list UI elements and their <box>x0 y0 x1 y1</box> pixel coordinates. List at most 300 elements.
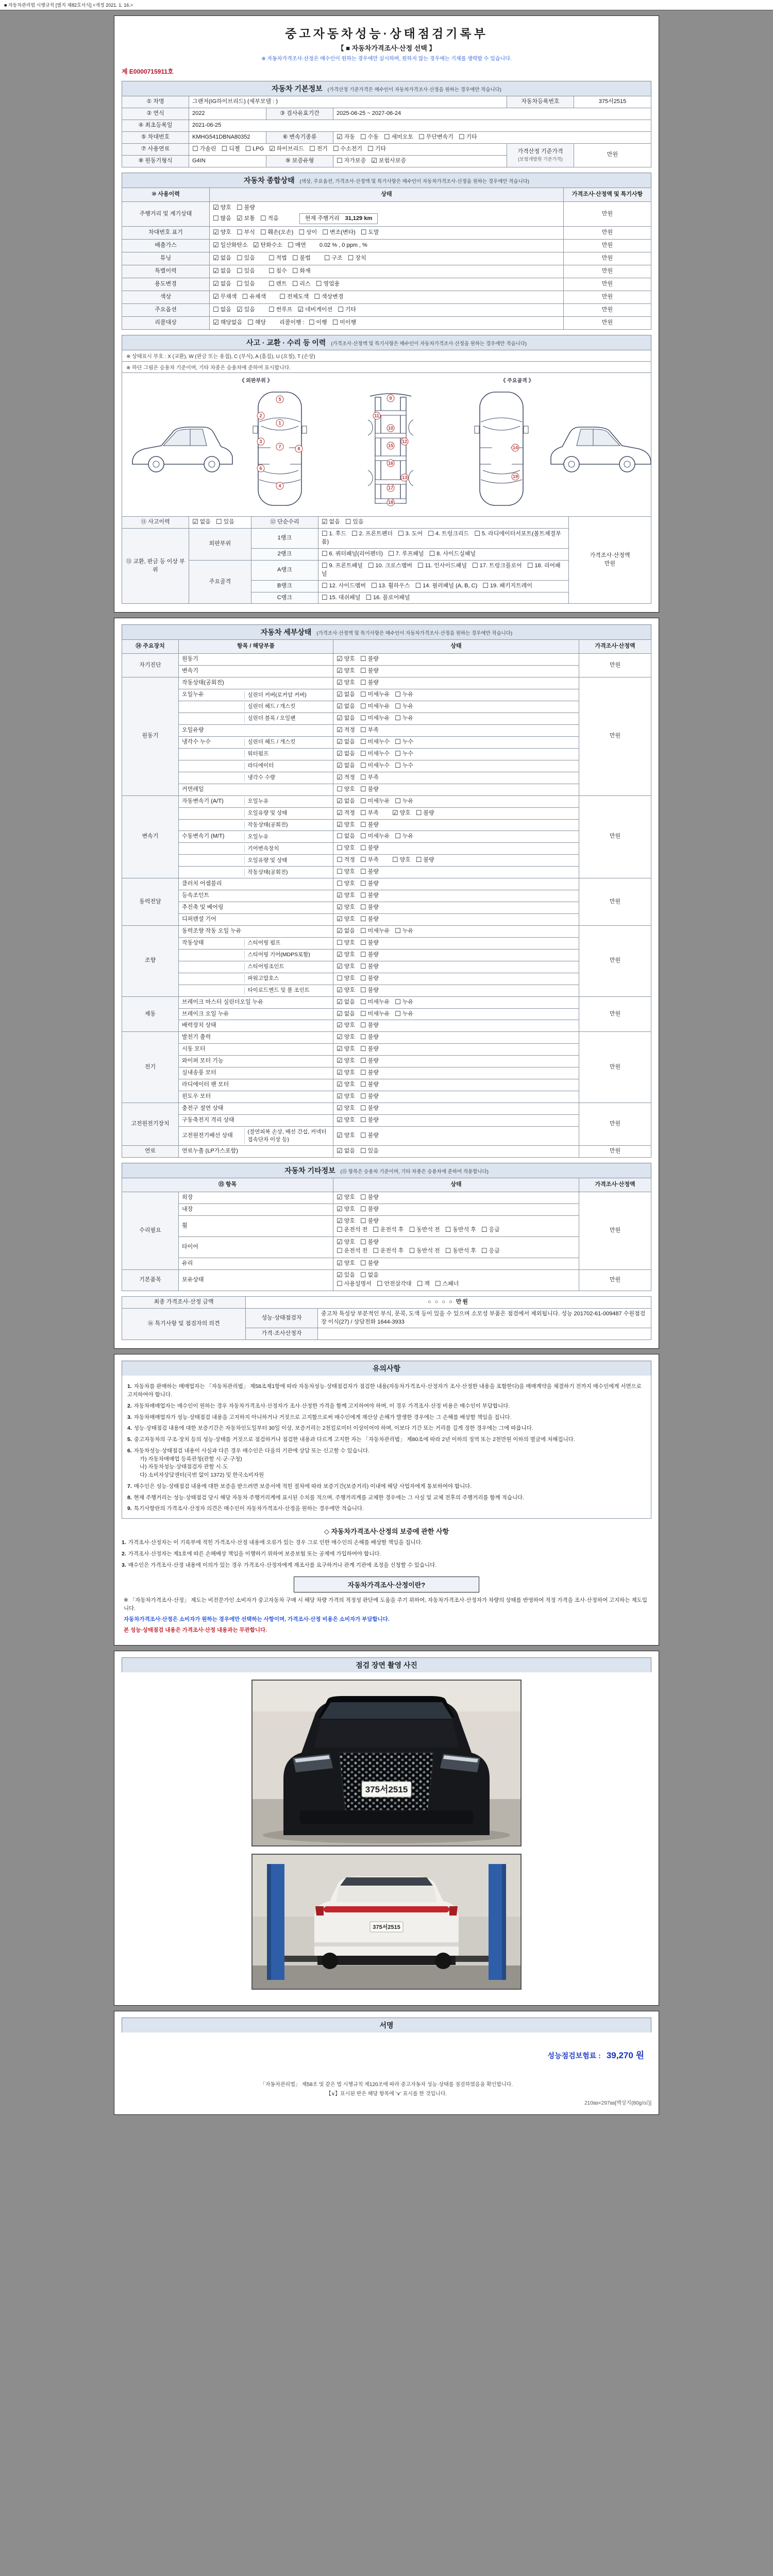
checkbox-empty[interactable]: ☐ <box>360 832 366 840</box>
checkbox-checked[interactable]: ☑ <box>337 1033 343 1041</box>
checkbox-checked[interactable]: ☑ <box>337 1131 343 1140</box>
checkbox-label: 6. 쿼터패널(리어펜더) <box>329 550 383 557</box>
checkbox-empty[interactable]: ☐ <box>415 808 422 817</box>
device-price: 만원 <box>579 654 651 677</box>
notice-sub-item: 나) 자동차성능·상태점검자 관할 시·도 <box>140 1464 228 1470</box>
checkbox-empty[interactable]: ☐ <box>337 938 343 946</box>
checkbox-empty[interactable]: ☐ <box>395 997 401 1006</box>
checkbox-empty[interactable]: ☐ <box>321 593 328 601</box>
checkbox-empty[interactable]: ☐ <box>360 690 366 699</box>
device-item: 실린더 헤드 / 개스킷 <box>179 701 333 713</box>
checkbox-empty[interactable]: ☐ <box>215 517 222 526</box>
checkbox-empty[interactable]: ☐ <box>481 1246 488 1255</box>
checkbox-empty[interactable]: ☐ <box>360 915 366 923</box>
photo-front-image <box>253 1681 520 1845</box>
checkbox-empty[interactable]: ☐ <box>337 844 343 852</box>
svg-text:8: 8 <box>297 446 300 451</box>
checkbox-empty[interactable]: ☐ <box>360 820 366 828</box>
device-state <box>333 985 579 996</box>
checkbox-checked[interactable]: ☑ <box>337 749 343 757</box>
checkbox-empty[interactable]: ☐ <box>398 529 404 537</box>
checkbox-empty[interactable]: ☐ <box>527 561 533 569</box>
checkbox-empty[interactable]: ☐ <box>292 254 298 262</box>
checkbox-empty[interactable]: ☐ <box>388 549 394 557</box>
checkbox-empty[interactable]: ☐ <box>472 561 478 569</box>
checkbox-checked[interactable]: ☑ <box>337 1092 343 1100</box>
checkbox-empty[interactable]: ☐ <box>236 254 243 262</box>
checkbox-empty[interactable]: ☐ <box>236 203 243 211</box>
checkbox-checked[interactable]: ☑ <box>337 1057 343 1065</box>
checkbox-empty[interactable]: ☐ <box>287 241 294 249</box>
checkbox-checked[interactable]: ☑ <box>213 254 219 262</box>
checkbox-empty[interactable]: ☐ <box>482 581 489 589</box>
checkbox-empty[interactable]: ☐ <box>360 926 366 935</box>
usage-item: 배출가스 <box>122 240 210 252</box>
checkbox-empty[interactable]: ☐ <box>360 844 366 852</box>
device-item: 오일유량 및 상태 <box>179 855 333 867</box>
checkbox-empty[interactable]: ☐ <box>309 144 315 152</box>
device-price: 만원 <box>579 925 651 996</box>
checkbox-empty[interactable]: ☐ <box>315 280 322 288</box>
checkbox-label: 적음 <box>267 215 279 222</box>
checkbox-checked[interactable]: ☑ <box>337 1205 343 1213</box>
checkbox-label: 양호 <box>344 1239 355 1245</box>
checkbox-label: 5. 라디에이터서포트(볼트체결부품) <box>321 530 561 545</box>
checkbox-empty[interactable]: ☐ <box>360 879 366 888</box>
checkbox-label: 양호 <box>344 668 355 674</box>
checkbox-label: 누유 <box>402 703 414 710</box>
year-value: 2022 <box>189 108 266 120</box>
checkbox-checked[interactable]: ☑ <box>337 1080 343 1089</box>
checkbox-empty[interactable]: ☐ <box>360 962 366 970</box>
svg-text:375서2515: 375서2515 <box>365 1785 408 1795</box>
checkbox-empty[interactable]: ☐ <box>395 1009 401 1018</box>
checkbox-empty[interactable]: ☐ <box>360 1080 366 1089</box>
section-photos-header <box>122 1657 651 1672</box>
checkbox-empty[interactable]: ☐ <box>247 318 254 326</box>
checkbox-checked[interactable]: ☑ <box>236 306 243 314</box>
checkbox-empty[interactable]: ☐ <box>337 879 343 888</box>
checkbox-empty[interactable]: ☐ <box>321 549 328 557</box>
checkbox-label: 불량 <box>367 987 379 993</box>
checkbox-empty[interactable]: ☐ <box>360 1021 366 1029</box>
usage-state <box>210 201 564 227</box>
checkbox-checked[interactable]: ☑ <box>213 293 219 301</box>
checkbox-empty[interactable]: ☐ <box>260 214 266 222</box>
checkbox-checked[interactable]: ☑ <box>337 132 343 141</box>
other-state-col-header: 상태 <box>333 1178 579 1192</box>
checkbox-empty[interactable]: ☐ <box>337 1246 343 1255</box>
checkbox-label: 부식 <box>244 229 255 236</box>
checkbox-label: 불량 <box>367 1206 379 1213</box>
checkbox-empty[interactable]: ☐ <box>360 737 366 745</box>
checkbox-empty[interactable]: ☐ <box>347 254 354 262</box>
checkbox-checked[interactable]: ☑ <box>213 241 219 249</box>
checkbox-label: 있음 <box>367 1148 379 1155</box>
checkbox-empty[interactable]: ☐ <box>383 132 390 141</box>
checkbox-empty[interactable]: ☐ <box>337 832 343 840</box>
checkbox-checked[interactable]: ☑ <box>337 714 343 722</box>
checkbox-label: 영업용 <box>323 281 340 287</box>
checkbox-empty[interactable]: ☐ <box>365 593 372 601</box>
checkbox-empty[interactable]: ☐ <box>338 306 344 314</box>
checkbox-empty[interactable]: ☐ <box>409 1226 415 1233</box>
checkbox-checked[interactable]: ☑ <box>297 306 304 314</box>
device-item: 유리 <box>179 1258 333 1269</box>
checkbox-label: 미세누유 <box>367 1010 390 1017</box>
checkbox-label: 누유 <box>402 927 414 934</box>
section-comprehensive-note: (색상, 주요옵션, 가격조사·산정액 및 특기사항은 매수인이 자동차가격조사·산정을 원하는 경우에만 적습니다) <box>299 178 529 184</box>
checkbox-label: 누유 <box>402 1010 414 1017</box>
device-state <box>333 1204 579 1216</box>
checkbox-empty[interactable]: ☐ <box>360 132 366 141</box>
checkbox-label: 양호 <box>344 880 355 887</box>
checkbox-empty[interactable]: ☐ <box>279 293 285 301</box>
checkbox-empty[interactable]: ☐ <box>445 1226 451 1233</box>
device-group-name: 전기 <box>122 1032 179 1103</box>
checkbox-empty[interactable]: ☐ <box>360 856 366 864</box>
checkbox-empty[interactable]: ☐ <box>360 950 366 958</box>
checkbox-empty[interactable]: ☐ <box>221 144 228 152</box>
checkbox-empty[interactable]: ☐ <box>260 228 266 236</box>
section-basic-title: 자동차 기본정보 <box>272 84 323 93</box>
checkbox-empty[interactable]: ☐ <box>345 517 351 526</box>
device-row <box>122 807 651 819</box>
checkbox-empty[interactable]: ☐ <box>360 1131 366 1140</box>
checkbox-empty[interactable]: ☐ <box>445 1246 451 1255</box>
checkbox-label: 불량 <box>367 1260 379 1266</box>
section-basic-note: (가격산정 기준가격은 매수인이 자동차가격조사·산정을 원하는 경우에만 적습니다) <box>327 87 501 93</box>
checkbox-empty[interactable]: ☐ <box>360 1238 366 1246</box>
checkbox-label: 훼손(오손) <box>267 229 294 236</box>
checkbox-empty[interactable]: ☐ <box>360 1057 366 1065</box>
checkbox-empty[interactable]: ☐ <box>428 529 434 537</box>
checkbox-empty[interactable]: ☐ <box>360 1205 366 1213</box>
checkbox-checked[interactable]: ☑ <box>337 1259 343 1267</box>
checkbox-empty[interactable]: ☐ <box>321 581 328 589</box>
checkbox-empty[interactable]: ☐ <box>337 156 343 164</box>
checkbox-empty[interactable]: ☐ <box>192 144 198 152</box>
section-photos-title: 점검 장면 촬영 사진 <box>356 1661 417 1670</box>
checkbox-label: 있음 <box>244 268 255 275</box>
notice-item: 3. 자동차매매업자가 성능·상태점검 내용을 고지하지 아니하거나 거짓으로 고지함으로써 매수인에게 재산상 손해가 발생한 경우에는 그 손해를 배상할 책임을 집니다. <box>127 1414 512 1420</box>
checkbox-label: 없음 <box>220 281 231 287</box>
device-state <box>333 1020 579 1032</box>
checkbox-empty[interactable]: ☐ <box>236 280 243 288</box>
checkbox-label: 없음 <box>344 738 355 745</box>
device-row <box>122 1192 651 1204</box>
checkbox-empty[interactable]: ☐ <box>376 1279 383 1287</box>
inspector-opinion: 중고차 특성상 부분적인 부식, 문콕, 도색 등이 있을 수 있으며 소모성 부품은 점검에서 제외됩니다. 성능 201702-61-009487 수원점검장 이식(27) / 상담전화 1644-3933 <box>318 1308 651 1328</box>
checkbox-label: 부족 <box>367 727 379 733</box>
checkbox-empty[interactable]: ☐ <box>360 228 367 236</box>
checkbox-checked[interactable]: ☑ <box>337 903 343 911</box>
checkbox-checked[interactable]: ☑ <box>321 517 328 526</box>
checkbox-empty[interactable]: ☐ <box>417 561 424 569</box>
checkbox-checked[interactable]: ☑ <box>337 796 343 805</box>
checkbox-checked[interactable]: ☑ <box>337 1021 343 1029</box>
checkbox-empty[interactable]: ☐ <box>324 254 330 262</box>
checkbox-empty[interactable]: ☐ <box>418 132 425 141</box>
checkbox-empty[interactable]: ☐ <box>360 1045 366 1053</box>
checkbox-checked[interactable]: ☑ <box>213 267 219 275</box>
checkbox-label: 불량 <box>367 680 379 686</box>
checkbox-empty[interactable]: ☐ <box>268 280 275 288</box>
checkbox-empty[interactable]: ☐ <box>360 868 366 876</box>
checkbox-empty[interactable]: ☐ <box>415 581 422 589</box>
checkbox-empty[interactable]: ☐ <box>395 761 401 769</box>
device-row <box>122 1056 651 1067</box>
checkbox-checked[interactable]: ☑ <box>236 214 243 222</box>
checkbox-empty[interactable]: ☐ <box>392 856 398 864</box>
checkbox-empty[interactable]: ☐ <box>360 997 366 1006</box>
device-item: 휠 <box>179 1216 333 1237</box>
checkbox-empty[interactable]: ☐ <box>434 1279 441 1287</box>
checkbox-empty[interactable]: ☐ <box>395 796 401 805</box>
checkbox-empty[interactable]: ☐ <box>360 1009 366 1018</box>
checkbox-label: 동반석 전 <box>416 1247 440 1254</box>
checkbox-empty[interactable]: ☐ <box>337 1226 343 1233</box>
checkbox-empty[interactable]: ☐ <box>351 529 358 537</box>
checkbox-checked[interactable]: ☑ <box>371 156 377 164</box>
device-state <box>333 666 579 677</box>
checkbox-empty[interactable]: ☐ <box>360 714 366 722</box>
checkbox-empty[interactable]: ☐ <box>474 529 480 537</box>
checkbox-empty[interactable]: ☐ <box>481 1226 488 1233</box>
checkbox-label: 미세누유 <box>367 927 390 934</box>
checkbox-empty[interactable]: ☐ <box>360 986 366 994</box>
checkbox-empty[interactable]: ☐ <box>242 293 248 301</box>
checkbox-label: 양호 <box>344 1132 355 1139</box>
svg-text:17: 17 <box>388 485 394 490</box>
checkbox-empty[interactable]: ☐ <box>213 214 219 222</box>
device-state <box>333 1091 579 1103</box>
accident-price-cell <box>569 516 651 604</box>
checkbox-checked[interactable]: ☑ <box>213 228 219 236</box>
checkbox-label: 불량 <box>367 845 379 852</box>
accident-history-checks <box>189 516 251 528</box>
checkbox-checked[interactable]: ☑ <box>337 820 343 828</box>
panel-rank-label: B랭크 <box>251 580 318 592</box>
checkbox-empty[interactable]: ☐ <box>337 785 343 793</box>
checkbox-checked[interactable]: ☑ <box>337 986 343 994</box>
usage-row <box>122 265 651 278</box>
checkbox-empty[interactable]: ☐ <box>395 702 401 710</box>
first-reg-label: ④ 최초등록일 <box>122 120 189 131</box>
car-diagram-svg <box>125 385 656 515</box>
usage-state: ☑ 해당없음 ☐ 해당 리콜이행 : ☐ 이행 ☐ 미이행 <box>210 317 564 330</box>
checkbox-checked[interactable]: ☑ <box>337 1147 343 1155</box>
checkbox-empty[interactable]: ☐ <box>360 903 366 911</box>
checkbox-checked[interactable]: ☑ <box>213 280 219 288</box>
usage-item: 특별이력 <box>122 265 210 278</box>
checkbox-checked[interactable]: ☑ <box>337 761 343 769</box>
checkbox-empty[interactable]: ☐ <box>268 306 275 314</box>
checkbox-empty[interactable]: ☐ <box>395 926 401 935</box>
checkbox-checked[interactable]: ☑ <box>337 1217 343 1225</box>
device-state <box>333 1056 579 1067</box>
checkbox-checked[interactable]: ☑ <box>337 997 343 1006</box>
checkbox-empty[interactable]: ☐ <box>429 549 435 557</box>
checkbox-label: 적정 <box>344 727 355 733</box>
checkbox-empty[interactable]: ☐ <box>409 1246 415 1255</box>
checkbox-label: 화재 <box>299 268 311 275</box>
checkbox-empty[interactable]: ☐ <box>373 1246 379 1255</box>
checkbox-checked[interactable]: ☑ <box>337 1115 343 1124</box>
checkbox-checked[interactable]: ☑ <box>269 144 275 152</box>
checkbox-empty[interactable]: ☐ <box>268 254 275 262</box>
checkbox-empty[interactable]: ☐ <box>360 785 366 793</box>
checkbox-empty[interactable]: ☐ <box>373 1226 379 1233</box>
checkbox-label: 있음 <box>244 255 255 262</box>
checkbox-checked[interactable]: ☑ <box>337 1069 343 1077</box>
car-name-label: ① 차명 <box>122 96 189 108</box>
checkbox-checked[interactable]: ☑ <box>337 1238 343 1246</box>
checkbox-label: 동반석 전 <box>416 1227 440 1233</box>
checkbox-empty[interactable]: ☐ <box>360 1259 366 1267</box>
checkbox-empty[interactable]: ☐ <box>337 856 343 864</box>
checkbox-empty[interactable]: ☐ <box>360 667 366 675</box>
checkbox-empty[interactable]: ☐ <box>360 891 366 900</box>
device-item: 작동상태 스티어링 펌프 <box>179 937 333 949</box>
checkbox-empty[interactable]: ☐ <box>395 690 401 699</box>
checkbox-empty[interactable]: ☐ <box>332 144 339 152</box>
checkbox-label: 양호 <box>344 1046 355 1053</box>
checkbox-checked[interactable]: ☑ <box>337 773 343 781</box>
vin-value: KMHG541DBNA80352 <box>189 131 266 143</box>
checkbox-checked[interactable]: ☑ <box>337 690 343 699</box>
checkbox-empty[interactable]: ☐ <box>321 529 328 537</box>
svg-text:2: 2 <box>259 413 262 418</box>
checkbox-empty[interactable]: ☐ <box>360 761 366 769</box>
checkbox-empty[interactable]: ☐ <box>360 808 366 817</box>
checkbox-checked[interactable]: ☑ <box>337 1009 343 1018</box>
checkbox-label: 양호 <box>344 1105 355 1111</box>
checkbox-empty[interactable]: ☐ <box>292 280 298 288</box>
checkbox-checked[interactable]: ☑ <box>192 517 198 526</box>
checkbox-empty[interactable]: ☐ <box>308 318 315 326</box>
opinion-label: ⑯ 특기사항 및 점검자의 의견 <box>122 1308 246 1340</box>
checkbox-checked[interactable]: ☑ <box>337 667 343 675</box>
checkbox-empty[interactable]: ☐ <box>371 581 377 589</box>
checkbox-empty[interactable]: ☐ <box>213 306 219 314</box>
checkbox-empty[interactable]: ☐ <box>360 1115 366 1124</box>
checkbox-empty[interactable]: ☐ <box>292 267 298 275</box>
checkbox-empty[interactable]: ☐ <box>360 1092 366 1100</box>
checkbox-label: 불량 <box>367 1116 379 1123</box>
svg-text:1: 1 <box>278 420 281 426</box>
checkbox-empty[interactable]: ☐ <box>314 293 320 301</box>
checkbox-label: 1. 후드 <box>329 530 346 537</box>
checkbox-label: 양호 <box>344 1116 355 1123</box>
checkbox-checked[interactable]: ☑ <box>213 318 219 326</box>
checkbox-checked[interactable]: ☑ <box>337 737 343 745</box>
checkbox-empty[interactable]: ☐ <box>416 1279 423 1287</box>
checkbox-empty[interactable]: ☐ <box>337 1279 343 1287</box>
checkbox-checked[interactable]: ☑ <box>337 1270 343 1279</box>
checkbox-empty[interactable]: ☐ <box>236 228 243 236</box>
checkbox-empty[interactable]: ☐ <box>360 1217 366 1225</box>
warranty-label: ⑨ 보증유형 <box>266 155 333 167</box>
checkbox-empty[interactable]: ☐ <box>367 144 374 152</box>
checkbox-empty[interactable]: ☐ <box>360 773 366 781</box>
checkbox-empty[interactable]: ☐ <box>360 702 366 710</box>
checkbox-empty[interactable]: ☐ <box>245 144 251 152</box>
checkbox-empty[interactable]: ☐ <box>395 832 401 840</box>
checkbox-empty[interactable]: ☐ <box>360 749 366 757</box>
checkbox-checked[interactable]: ☑ <box>337 702 343 710</box>
checkbox-empty[interactable]: ☐ <box>395 737 401 745</box>
checkbox-checked[interactable]: ☑ <box>337 1193 343 1201</box>
checkbox-label: 불량 <box>367 1194 379 1201</box>
checkbox-checked[interactable]: ☑ <box>337 962 343 970</box>
checkbox-label: 3. 도어 <box>405 530 423 537</box>
checkbox-empty[interactable]: ☐ <box>415 856 422 864</box>
checkbox-label: 디젤 <box>229 145 240 152</box>
notice-sub-item: 다) 소비자상담센터(국번 없이 1372) 및 한국소비자원 <box>140 1472 264 1479</box>
checkbox-checked[interactable]: ☑ <box>337 915 343 923</box>
checkbox-label: 없음 <box>344 691 355 698</box>
checkbox-empty[interactable]: ☐ <box>395 714 401 722</box>
checkbox-empty[interactable]: ☐ <box>337 868 343 876</box>
checkbox-checked[interactable]: ☑ <box>253 241 259 249</box>
checkbox-empty[interactable]: ☐ <box>322 228 328 236</box>
checkbox-checked[interactable]: ☑ <box>337 679 343 687</box>
checkbox-checked[interactable]: ☑ <box>337 1104 343 1112</box>
checkbox-checked[interactable]: ☑ <box>392 808 398 817</box>
checkbox-empty[interactable]: ☐ <box>360 1104 366 1112</box>
checkbox-empty[interactable]: ☐ <box>360 655 366 663</box>
checkbox-checked[interactable]: ☑ <box>337 926 343 935</box>
checkbox-empty[interactable]: ☐ <box>268 267 275 275</box>
checkbox-checked[interactable]: ☑ <box>213 203 219 211</box>
checkbox-checked[interactable]: ☑ <box>337 655 343 663</box>
checkbox-empty[interactable]: ☐ <box>360 1193 366 1201</box>
checkbox-empty[interactable]: ☐ <box>360 679 366 687</box>
checkbox-checked[interactable]: ☑ <box>337 891 343 900</box>
checkbox-empty[interactable]: ☐ <box>298 228 305 236</box>
checkbox-empty[interactable]: ☐ <box>360 796 366 805</box>
checkbox-empty[interactable]: ☐ <box>360 974 366 982</box>
device-state <box>333 1236 579 1258</box>
checkbox-empty[interactable]: ☐ <box>321 561 328 569</box>
checkbox-label: 많음 <box>220 215 231 222</box>
device-state <box>333 996 579 1008</box>
checkbox-empty[interactable]: ☐ <box>332 318 339 326</box>
usage-item: 차대번호 표기 <box>122 227 210 240</box>
checkbox-empty[interactable]: ☐ <box>236 267 243 275</box>
checkbox-empty[interactable]: ☐ <box>360 938 366 946</box>
device-price: 만원 <box>579 878 651 926</box>
checkbox-empty[interactable]: ☐ <box>360 1270 366 1279</box>
checkbox-empty[interactable]: ☐ <box>360 1147 366 1155</box>
detail-body <box>122 654 651 1158</box>
checkbox-empty[interactable]: ☐ <box>360 1033 366 1041</box>
checkbox-checked[interactable]: ☑ <box>337 808 343 817</box>
checkbox-label: 양호 <box>344 987 355 993</box>
checkbox-empty[interactable]: ☐ <box>367 561 374 569</box>
checkbox-checked[interactable]: ☑ <box>337 1045 343 1053</box>
checkbox-empty[interactable]: ☐ <box>360 1069 366 1077</box>
checkbox-checked[interactable]: ☑ <box>337 726 343 734</box>
checkbox-empty[interactable]: ☐ <box>337 974 343 982</box>
checkbox-empty[interactable]: ☐ <box>360 726 366 734</box>
reg-no-value: 375서2515 <box>574 96 651 108</box>
checkbox-checked[interactable]: ☑ <box>337 950 343 958</box>
checkbox-empty[interactable]: ☐ <box>395 749 401 757</box>
checkbox-empty[interactable]: ☐ <box>458 132 465 141</box>
checkbox-label: 8. 사이드실패널 <box>436 550 476 557</box>
